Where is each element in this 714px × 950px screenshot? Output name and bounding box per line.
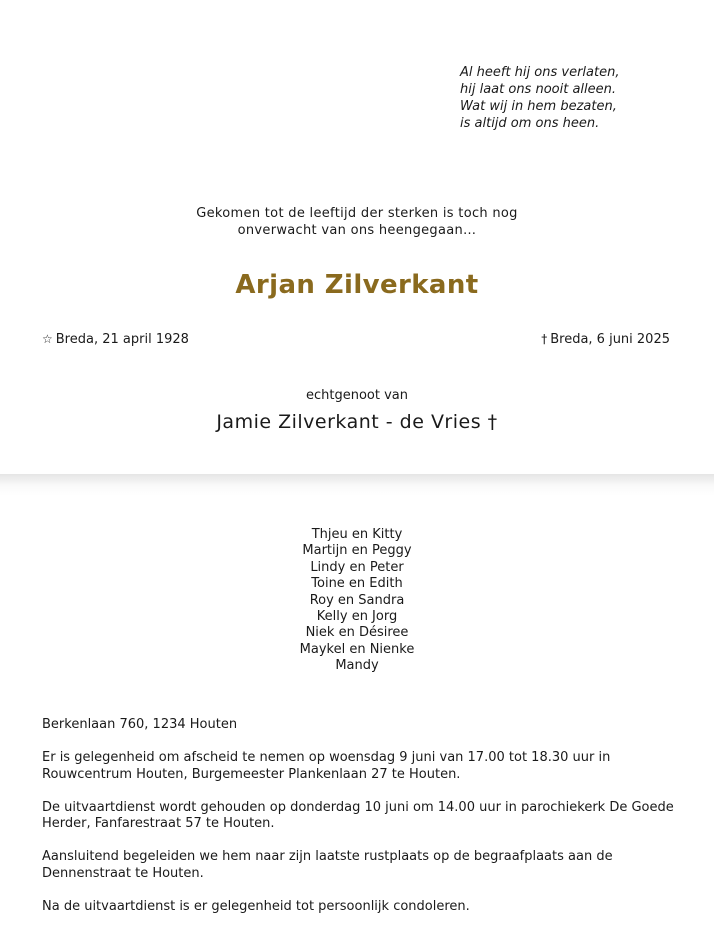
poem-line: hij laat ons nooit alleen. (460, 82, 617, 97)
list-item: Mandy (335, 658, 379, 674)
section-divider (0, 474, 714, 496)
list-item: Martijn en Peggy (302, 543, 412, 559)
deceased-name: Arjan Zilverkant (235, 270, 479, 300)
list-item: Lindy en Peter (310, 559, 404, 575)
poem-line: is altijd om ons heen. (460, 116, 600, 131)
birth-text: Breda, 21 april 1928 (55, 332, 189, 347)
intro-line: onverwacht van ons heengegaan… (237, 223, 477, 238)
poem-line: Al heeft hij ons verlaten, (460, 65, 620, 80)
list-item: Toine en Edith (311, 576, 403, 592)
death-text: Breda, 6 juni 2025 (550, 332, 670, 347)
address: Berkenlaan 760, 1234 Houten (42, 717, 238, 732)
list-item: Roy en Sandra (309, 592, 405, 608)
intro-line: Gekomen tot de leeftijd der sterken is toch nog (196, 206, 518, 221)
poem (460, 64, 619, 132)
death-info (541, 332, 670, 347)
star-icon: ☆ (42, 332, 53, 346)
spouse-name: Jamie Zilverkant - de Vries † (216, 411, 498, 433)
condolence-paragraph: Na de uitvaartdienst is er gelegenheid tot persoonlijk condoleren. (42, 898, 470, 914)
list-item: Kelly en Jorg (316, 609, 398, 625)
service-paragraph: De uitvaartdienst wordt gehouden op donderdag 10 juni om 14.00 uur in parochiekerk De Goede Herder, Fanfarestraat 57 te Houten. (42, 799, 674, 831)
birth-info (42, 332, 189, 347)
spouse-label: echtgenoot van (305, 388, 408, 403)
cross-icon: † (541, 332, 548, 346)
list-item: Maykel en Nienke (299, 641, 415, 657)
intro-text (0, 205, 714, 239)
list-item: Thjeu en Kitty (311, 527, 403, 542)
children-list (0, 527, 714, 675)
details-section (42, 717, 682, 932)
viewing-paragraph: Er is gelegenheid om afscheid te nemen op woensdag 9 juni van 17.00 tot 18.30 uur in Rouwcentrum Houten, Burgemeester Plankenlaan 27 te Houten. (42, 750, 611, 782)
list-item: Niek en Désiree (305, 625, 409, 641)
burial-paragraph: Aansluitend begeleiden we hem naar zijn laatste rustplaats op de begraafplaats aan de Dennenstraat te Houten. (42, 849, 613, 881)
poem-line: Wat wij in hem bezaten, (460, 99, 617, 114)
